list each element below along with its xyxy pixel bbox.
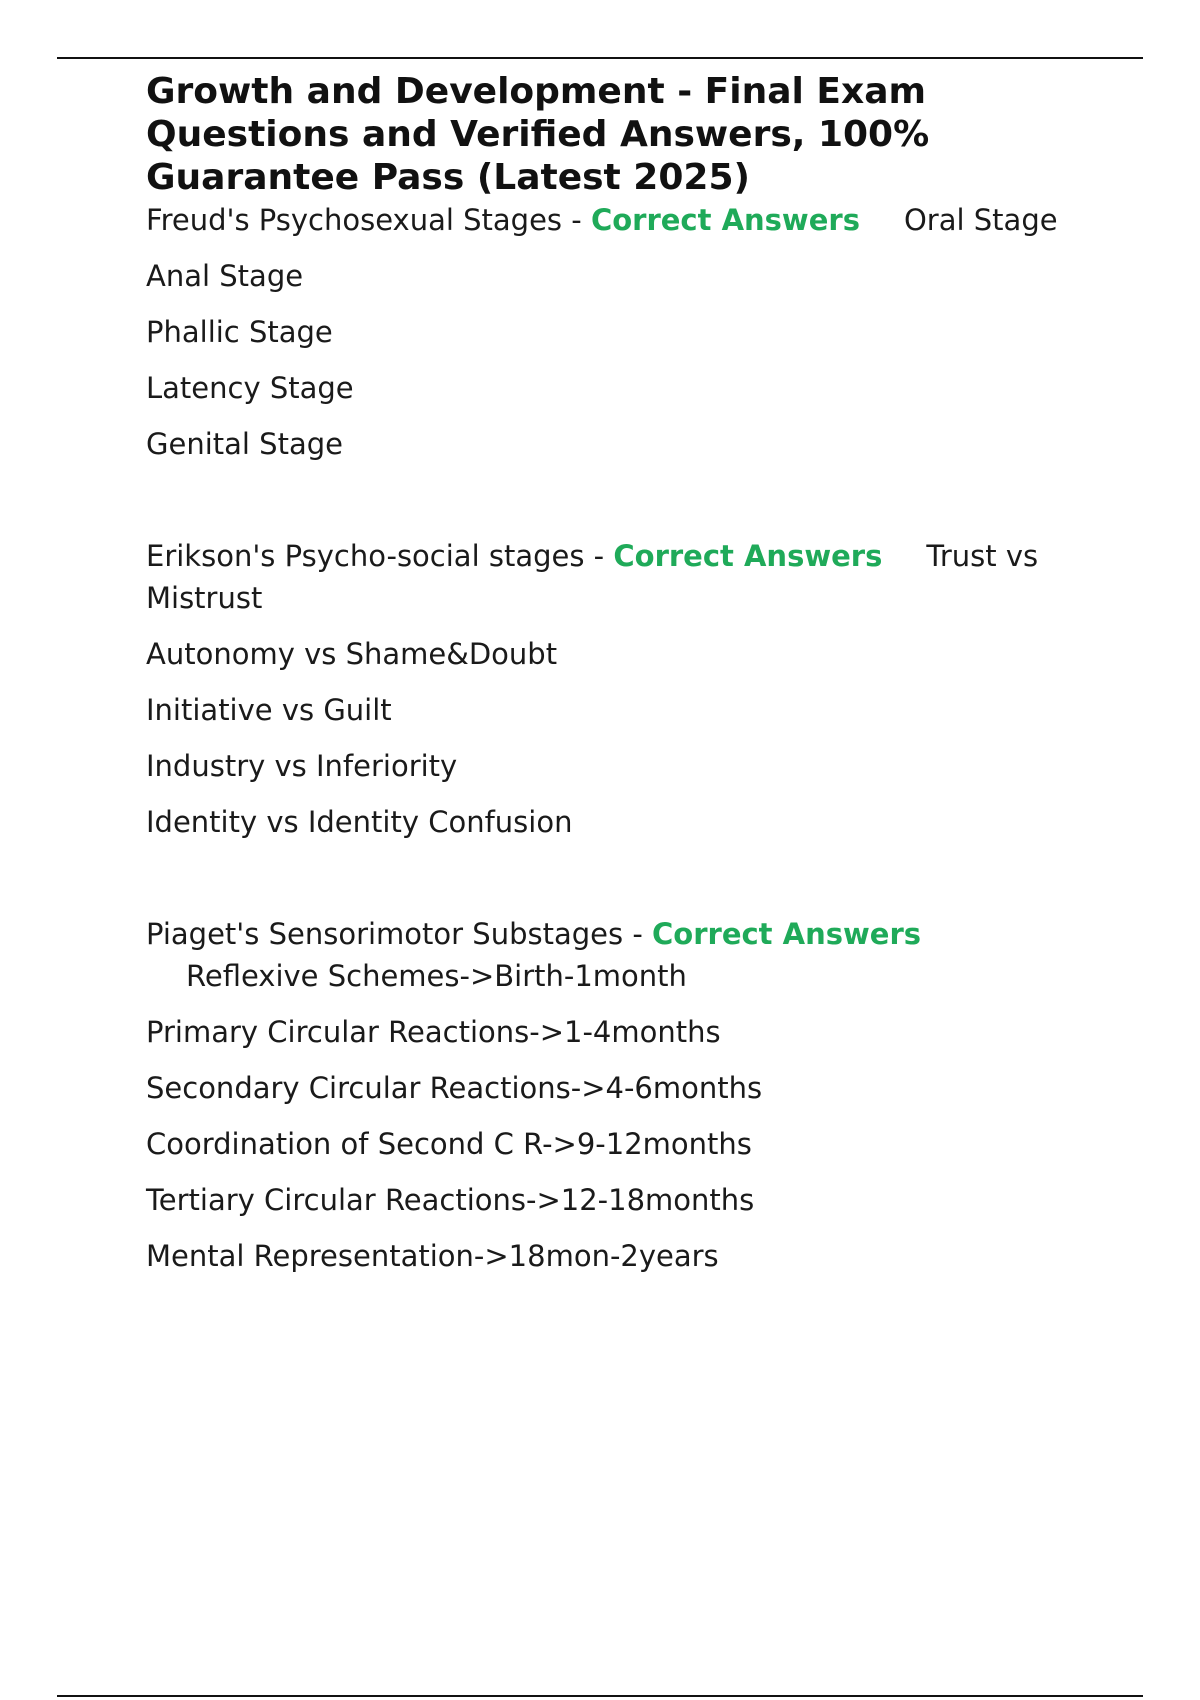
answer-line: Tertiary Circular Reactions->12-18months — [146, 1183, 755, 1217]
answer-line: Autonomy vs Shame&Doubt — [146, 637, 558, 671]
answer-line: Coordination of Second C R->9-12months — [146, 1127, 752, 1161]
answer-line: Secondary Circular Reactions->4-6months — [146, 1071, 763, 1105]
answer-line: Anal Stage — [146, 259, 304, 293]
qa-block-erikson — [146, 535, 1106, 843]
correct-answers-label: Correct Answers — [652, 917, 922, 951]
qa-block-freud — [146, 199, 1106, 465]
question-text: Erikson's Psycho-social stages - — [146, 539, 614, 573]
answer-text: Oral Stage — [903, 203, 1058, 237]
bottom-rule — [57, 1695, 1143, 1697]
question-line — [146, 535, 1106, 619]
document-body — [146, 70, 1106, 1277]
answer-line: Primary Circular Reactions->1-4months — [146, 1015, 721, 1049]
answer-line: Initiative vs Guilt — [146, 693, 392, 727]
question-text: Piaget's Sensorimotor Substages - — [146, 917, 653, 951]
answer-text: Trust vs Mistrust — [146, 539, 1039, 615]
qa-block-piaget — [146, 913, 1106, 1277]
answer-line: Identity vs Identity Confusion — [146, 805, 573, 839]
top-rule — [57, 57, 1143, 59]
correct-answers-label: Correct Answers — [613, 539, 883, 573]
question-line — [146, 913, 1106, 997]
answer-line: Mental Representation->18mon-2years — [146, 1239, 719, 1273]
question-text: Freud's Psychosexual Stages - — [146, 203, 591, 237]
answer-line: Industry vs Inferiority — [146, 749, 458, 783]
answer-line: Genital Stage — [146, 427, 343, 461]
answer-line: Phallic Stage — [146, 315, 333, 349]
question-line — [146, 199, 1106, 241]
document-title: Growth and Development - Final Exam Questions and Verified Answers, 100% Guarantee Pass (Latest 2025) — [146, 71, 930, 198]
correct-answers-label: Correct Answers — [590, 203, 860, 237]
answer-text: Reflexive Schemes->Birth-1month — [186, 959, 687, 993]
answer-line: Latency Stage — [146, 371, 354, 405]
